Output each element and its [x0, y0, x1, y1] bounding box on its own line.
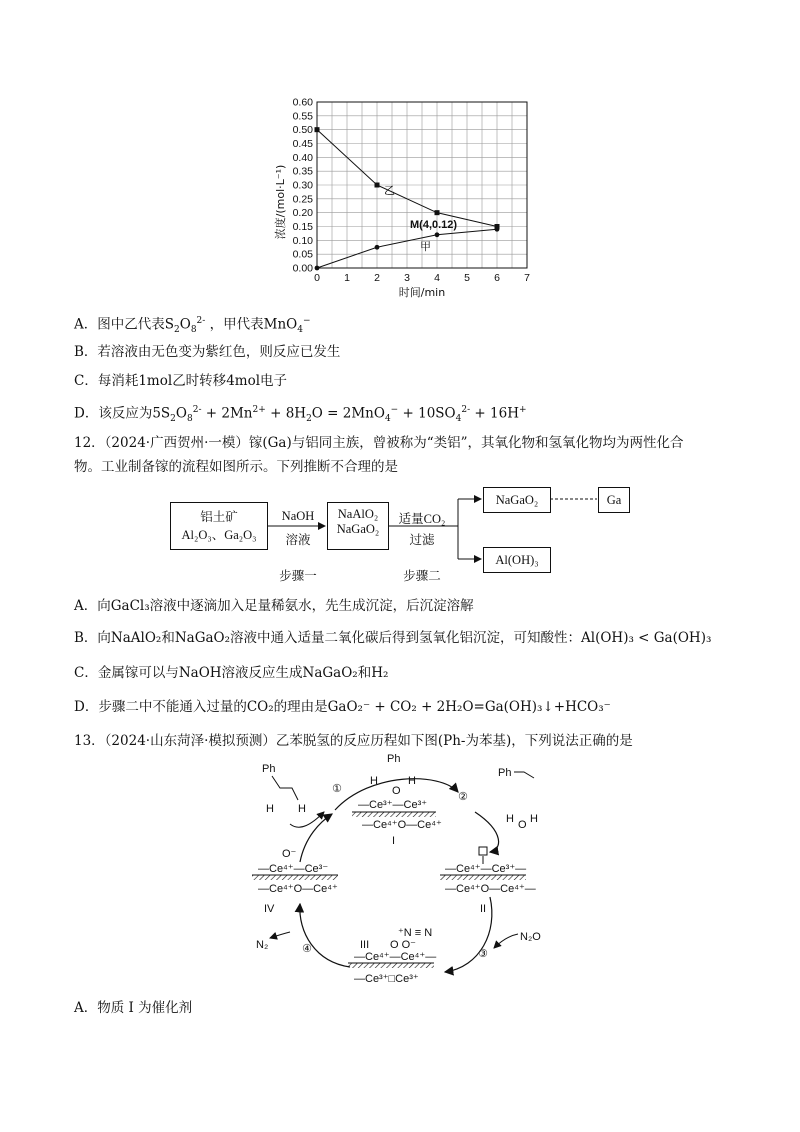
svg-text:—Ce³⁺—Ce³⁺: —Ce³⁺—Ce³⁺ [358, 799, 428, 811]
q13-option-a[interactable]: A．物质 I 为催化剂 [74, 1000, 193, 1016]
svg-text:⁺N ≡ N: ⁺N ≡ N [398, 927, 433, 939]
step-3-label: ③ [478, 947, 488, 960]
x-tick-label: 6 [494, 272, 500, 284]
svg-text:O O⁻: O O⁻ [390, 939, 416, 951]
svg-text:Ph: Ph [498, 767, 512, 779]
y-tick-label: 0.00 [292, 262, 313, 275]
q12-option-c[interactable]: C．金属镓可以与NaOH溶液反应生成NaGaO₂和H₂ [74, 665, 389, 681]
y-tick-label: 0.40 [292, 151, 313, 164]
svg-text:O: O [518, 819, 527, 831]
y-tick-label: 0.10 [292, 234, 313, 247]
flow-box-solution: NaAlO₂ NaGaO₂ [327, 502, 389, 550]
q12-option-b[interactable]: B．向NaAlO₂和NaGaO₂溶液中通入适量二氧化碳后得到氢氧化铝沉淀，可知酸性：Al(OH)₃ < Ga(OH)₃ [74, 630, 712, 646]
flow-box-ore: 铝土矿 Al₂O₃、Ga₂O₃ [170, 502, 268, 550]
x-tick-label: 0 [314, 272, 320, 284]
svg-text:H: H [530, 813, 538, 825]
q12-option-d[interactable]: D．步骤二中不能通入过量的CO₂的理由是GaO₂⁻ + CO₂ + 2H₂O=Ga(OH)₃↓+HCO₃⁻ [74, 699, 611, 715]
q12-stem-line2: 物。工业制备镓的流程如图所示。下列推断不合理的是 [74, 459, 398, 475]
y-tick-label: 0.45 [292, 138, 313, 150]
y-tick-label: 0.30 [292, 179, 313, 192]
reagent-n2o: N₂O [520, 931, 541, 943]
y-tick-label: 0.35 [292, 165, 313, 178]
q12-option-a[interactable]: A．向GaCl₃溶液中逐滴加入足量稀氨水，先生成沉淀，后沉淀溶解 [74, 598, 474, 614]
y-tick-label: 0.05 [292, 248, 313, 261]
chart-x-axis-label: 时间/min [398, 286, 446, 299]
flow-box-ga: Ga [598, 487, 630, 513]
q11-option-b[interactable]: B．若溶液由无色变为紫红色，则反应已发生 [74, 344, 341, 360]
state-i-ph: Ph [387, 753, 401, 765]
svg-text:H: H [408, 775, 416, 787]
svg-text:—Ce⁴⁺—Ce⁴⁺—: —Ce⁴⁺—Ce⁴⁺— [354, 951, 437, 963]
q12-stem-line1: 12．（2024·广西贺州·一模）镓(Ga)与铝同主族，曾被称为“类铝”，其氧化物和氢氧化物均为两性化合 [74, 435, 684, 451]
chart-y-axis-label: 浓度/(mol·L⁻¹) [274, 164, 287, 240]
step-4-label: ④ [302, 942, 312, 955]
q11-option-c[interactable]: C．每消耗1mol乙时转移4mol电子 [74, 373, 288, 389]
svg-text:O: O [392, 785, 401, 797]
y-tick-label: 0.15 [292, 221, 313, 233]
svg-text:H: H [266, 803, 274, 815]
flow-label-step1: 步骤一 [279, 569, 317, 583]
step-2-label: ② [458, 790, 468, 803]
svg-text:—Ce⁴⁺O—Ce⁴⁺: —Ce⁴⁺O—Ce⁴⁺ [362, 819, 442, 831]
x-tick-label: 3 [404, 272, 410, 284]
svg-text:—Ce⁴⁺—Ce³⁺—: —Ce⁴⁺—Ce³⁺— [445, 863, 527, 875]
state-ii-label: II [480, 903, 487, 915]
svg-text:H: H [298, 803, 306, 815]
state-iii-label: III [360, 939, 370, 951]
x-tick-label: 7 [524, 272, 530, 284]
state-iv-label: IV [264, 903, 275, 915]
x-tick-label: 5 [464, 272, 470, 284]
chart-annotation-m: M(4,0.12) [410, 219, 458, 231]
product-n2: N₂ [256, 939, 269, 951]
svg-text:—Ce⁴⁺—Ce³⁻: —Ce⁴⁺—Ce³⁻ [258, 863, 329, 875]
svg-text:—Ce³⁺□Ce³⁺: —Ce³⁺□Ce³⁺ [354, 973, 419, 985]
svg-text:—Ce⁴⁺O—Ce⁴⁺: —Ce⁴⁺O—Ce⁴⁺ [258, 883, 338, 895]
flow-label-naoh: NaOH [281, 509, 315, 523]
y-tick-label: 0.25 [292, 193, 313, 206]
y-tick-label: 0.20 [292, 207, 313, 220]
y-tick-label: 0.55 [292, 110, 313, 123]
svg-text:H: H [370, 775, 378, 787]
flow-box-aloh3: Al(OH)₃ [483, 547, 551, 573]
step-1-label: ① [332, 782, 342, 795]
y-tick-label: 0.60 [292, 96, 313, 109]
svg-text:H: H [506, 813, 514, 825]
x-tick-label: 2 [374, 272, 380, 284]
x-tick-label: 4 [434, 272, 440, 284]
q11-option-a[interactable]: A．图中乙代表$S_2O_8^{2-}$ ，甲代表MnO$_4$− [74, 316, 311, 336]
series-label-yi: 乙 [384, 184, 395, 197]
state-i-label: I [392, 835, 396, 847]
q11-option-d[interactable]: D．该反应为$5S_2O_8^{2-} + 2Mn^{2+} + 8H_2O = 2MnO_4^- + 10SO_4^{2-} + 16H^+$ [74, 405, 527, 425]
flow-label-co2: 适量CO₂ [398, 512, 446, 526]
svg-text:—Ce⁴⁺O—Ce⁴⁺—: —Ce⁴⁺O—Ce⁴⁺— [445, 883, 536, 895]
flow-label-solution: 溶液 [285, 533, 311, 547]
flow-box-nagao2: NaGaO₂ [483, 487, 551, 513]
flow-label-filter: 过滤 [409, 533, 435, 547]
x-tick-label: 1 [344, 272, 350, 284]
flow-label-step2: 步骤二 [403, 569, 441, 583]
q13-reaction-cycle-diagram [240, 752, 570, 992]
y-tick-label: 0.50 [292, 124, 313, 137]
reactant-ph: Ph [262, 763, 276, 775]
svg-text:O⁻: O⁻ [282, 848, 297, 860]
q13-stem: 13．（2024·山东菏泽·模拟预测）乙苯脱氢的反应历程如下图(Ph-为苯基)，下列说法正确的是 [74, 733, 633, 749]
series-label-jia: 甲 [420, 240, 431, 253]
